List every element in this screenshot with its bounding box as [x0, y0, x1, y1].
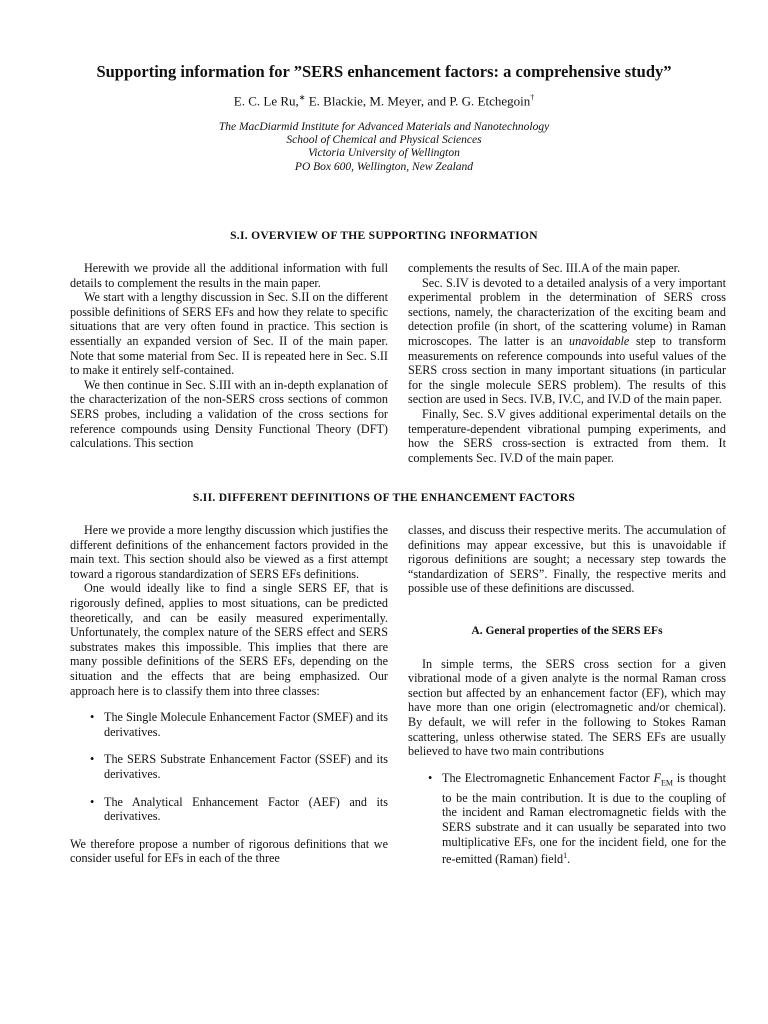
ef-class-list — [70, 710, 388, 824]
author-list — [0, 93, 768, 109]
list-item — [90, 752, 388, 781]
authors-text-1: E. C. Le Ru, — [233, 93, 299, 109]
paragraph: We therefore propose a number of rigorous definitions that we consider useful for EFs in each of the three — [70, 836, 388, 866]
paragraph: Here we provide a more lengthy discussion which justifies the different definitions of the enhancement factors provided in the main text. This section should also be viewed as a first attempt toward a rigorous standardization of SERS EFs definitions. — [70, 523, 388, 581]
math-symbol: F — [653, 770, 661, 785]
section-heading-s1: S.I. OVERVIEW OF THE SUPPORTING INFORMATION — [230, 230, 538, 242]
list-item-text: The Analytical Enhancement Factor (AEF) and its derivatives. — [104, 794, 388, 824]
list-item — [90, 794, 388, 824]
authors-text-2: E. Blackie, M. Meyer, and P. G. Etchegoin — [305, 93, 531, 109]
bullet-icon: • — [90, 752, 95, 767]
section1-left-column — [70, 261, 388, 451]
text-run: step to transform measurements on reference compounds into useful values of the SERS cross section in many important situations (in particular for the single molecule SERS problem). The results of this section are used in Secs. IV.B, IV.C, and IV.D of the main paper. — [408, 333, 726, 407]
list-item — [428, 770, 727, 867]
paragraph: One would ideally like to find a single SERS EF, that is rigorously defined, applies to most situations, can be predicted theoretically, and can be easily measured experimentally. Unfortunately, the complex nature of the SERS effect and SERS substrates makes this impossible. This implies that there are many possible definitions of the SERS EFs, depending on the situation and the effects that are being emphasized. Our approach here is to classify them into three classes: — [70, 581, 388, 698]
paragraph: classes, and discuss their respective merits. The accumulation of definitions may appear excessive, but this is unavoidable if rigorous definitions are sought; a necessary step towards the “standardization of SERS”. Finally, the respective merits and possible use of these definitions are discussed. — [408, 523, 726, 596]
affiliation-line: PO Box 600, Wellington, New Zealand — [294, 160, 474, 173]
reference-number: 1 — [563, 851, 568, 861]
section1-right-column — [408, 261, 726, 465]
list-item-text: The SERS Substrate Enhancement Factor (SSEF) and its derivatives. — [104, 752, 388, 781]
bullet-icon: • — [90, 710, 95, 725]
bullet-icon: • — [428, 770, 433, 785]
math-subscript: EM — [661, 778, 673, 788]
affiliation-line: The MacDiarmid Institute for Advanced Materials and Nanotechnology — [218, 121, 550, 133]
list-item-text: The Single Molecule Enhancement Factor (SMEF) and its derivatives. — [104, 710, 388, 739]
section-heading-s2: S.II. DIFFERENT DEFINITIONS OF THE ENHANCEMENT FACTORS — [192, 492, 576, 504]
text-run: The Electromagnetic Enhancement Factor — [442, 770, 654, 785]
contribution-list — [408, 771, 726, 867]
section2-right-column — [408, 523, 726, 880]
paragraph: We then continue in Sec. S.III with an in-depth explanation of the characterization of the non-SERS cross sections of common SERS probes, including a validation of the cross sections for reference compounds using Density Functional Theory (DFT) calculations. This section — [70, 377, 388, 451]
text-run: Sec. S.IV is devoted to a detailed analysis of a very important experimental problem in the determination of SERS cross sections, namely, the characterization of the exciting beam and detection profile (in short, of the scattering volume) in Raman microscopes. The latter is an — [408, 275, 726, 348]
paragraph: We start with a lengthy discussion in Sec. S.II on the different possible definitions of SERS EFs and how they relate to specific situations that are very often found in practice. This section is essentially an expanded version of Sec. II of the main paper. Note that some material from Sec. II is repeated here in Sec. S.II to make it entirely self-contained. — [70, 290, 388, 378]
paragraph: In simple terms, the SERS cross section for a given vibrational mode of a given analyte is the normal Raman cross section but affected by an enhancement factor (EF), which may have more than one origin (electromagnetic and/or chemical). By default, we will refer in the following to Stokes Raman scattering, unless otherwise stated. The SERS EFs are usually believed to have two main contributions — [408, 656, 726, 759]
emphasis-text: unavoidable — [569, 333, 630, 348]
text-run: is thought to be the main contribution. It is due to the coupling of the incident and Raman electromagnetic fields with the SERS substrate and it can usually be separated into two multiplicative EFs, one for the incident field, one for the re-emitted (Raman) field — [442, 770, 727, 867]
paragraph: Herewith we provide all the additional information with full details to complement the results in the main paper. — [70, 261, 388, 290]
section2-left-column — [70, 523, 388, 866]
list-item — [90, 710, 388, 739]
dagger-mark: † — [530, 93, 535, 102]
paragraph: Finally, Sec. S.V gives additional experimental details on the temperature-dependent vibrational pumping experiments, and how the SERS cross-section is extracted from them. It complements Sec. IV.D of the main paper. — [408, 406, 726, 465]
affiliation-line: School of Chemical and Physical Sciences — [286, 134, 482, 147]
paper-title: Supporting information for ”SERS enhancement factors: a comprehensive study” — [96, 62, 672, 81]
subsection-heading: A. General properties of the SERS EFs — [471, 624, 663, 637]
corresponding-author-mark: ∗ — [298, 93, 306, 102]
paragraph: complements the results of Sec. III.A of the main paper. — [408, 261, 681, 275]
affiliation-line: Victoria University of Wellington — [308, 147, 460, 160]
text-run: . — [567, 852, 571, 867]
paragraph — [408, 276, 726, 407]
affiliation-block — [0, 121, 768, 174]
bullet-icon: • — [90, 794, 95, 809]
